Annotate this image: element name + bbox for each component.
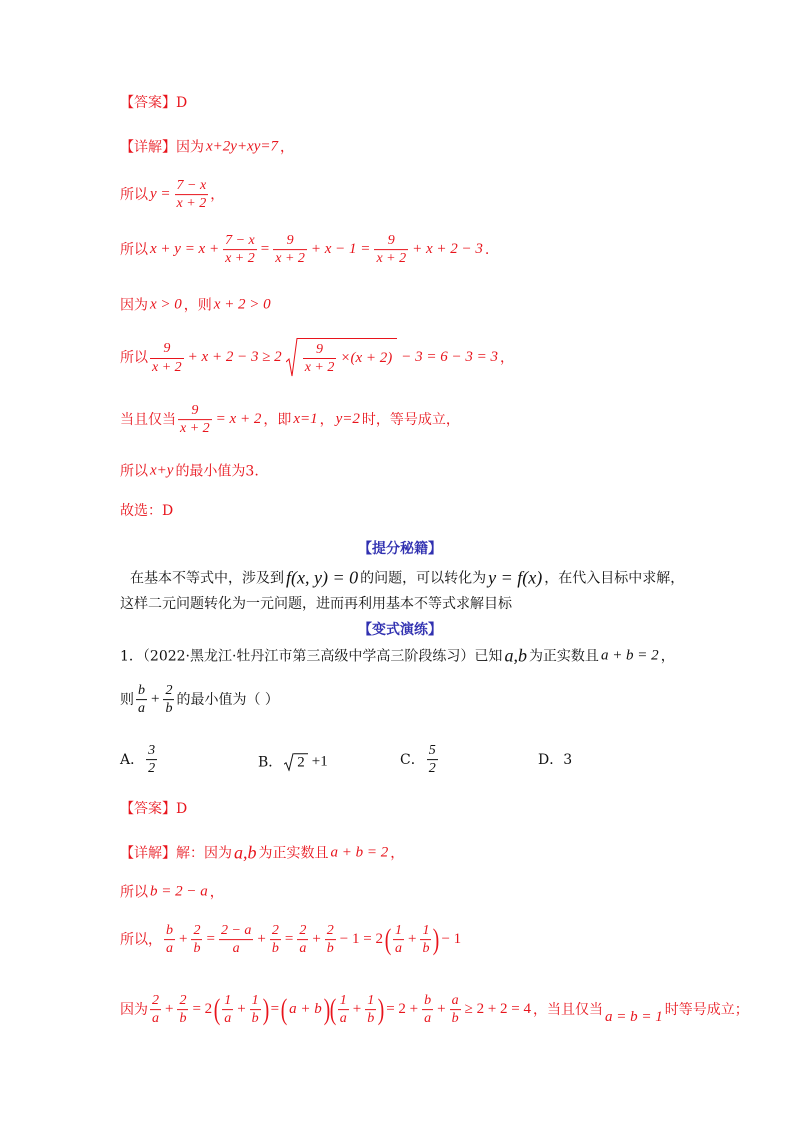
denominator: a xyxy=(394,941,402,957)
fraction-bar xyxy=(223,250,257,251)
fraction xyxy=(191,923,202,957)
denominator: a xyxy=(299,941,307,957)
text-segment: ，当且仅当 xyxy=(533,1001,604,1018)
operator: = 2 + xyxy=(386,1001,419,1018)
fraction-bar xyxy=(150,1010,161,1011)
practice-answer-line xyxy=(120,800,187,818)
numerator: 7 − x xyxy=(225,233,255,249)
fraction xyxy=(427,743,438,777)
option-label: D． xyxy=(538,751,564,768)
denominator: b xyxy=(165,701,173,717)
denominator: b xyxy=(179,1011,187,1027)
text-segment: 当且仅当 xyxy=(120,411,176,428)
practice-detail-line-3 xyxy=(120,923,463,957)
denominator: 2 xyxy=(428,761,436,777)
left-parenthesis: ( xyxy=(384,923,392,956)
left-parenthesis: ( xyxy=(280,993,288,1026)
fraction xyxy=(219,923,253,957)
numerator: 9 xyxy=(163,341,171,357)
math-segment: +1 xyxy=(311,753,328,770)
text-segment: 在基本不等式中，涉及到 xyxy=(130,569,284,586)
text-segment: 因为 xyxy=(120,1001,148,1018)
math-segment: a + b xyxy=(289,1001,322,1018)
radicand: 2 xyxy=(294,753,308,771)
fraction xyxy=(422,993,433,1027)
operator: + xyxy=(437,1001,446,1018)
numerator: 1 xyxy=(367,993,375,1009)
fraction xyxy=(303,342,337,376)
text-segment: 解：因为 xyxy=(176,844,232,861)
choice-text: 故选：D xyxy=(120,502,174,519)
text-segment: 的问题，可以转化为 xyxy=(360,569,487,586)
denominator: a xyxy=(166,941,173,957)
practice-detail-line-1 xyxy=(120,841,404,864)
numerator: 5 xyxy=(428,743,436,759)
detail-tag: 【详解】 xyxy=(120,138,176,155)
fraction xyxy=(146,743,157,777)
right-parenthesis: ) xyxy=(377,993,385,1026)
numerator: 1 xyxy=(394,923,402,939)
denominator: x + 2 xyxy=(275,251,305,267)
fraction-bar xyxy=(303,358,337,359)
numerator: 2 xyxy=(152,993,159,1009)
left-parenthesis: ( xyxy=(329,993,336,1026)
numerator: 2 xyxy=(271,923,279,939)
numerator: 2 xyxy=(326,923,334,939)
fraction xyxy=(270,923,281,957)
denominator: b xyxy=(367,1011,375,1027)
math-segment: y = f(x) xyxy=(488,567,543,588)
math-segment: y=2 xyxy=(335,411,360,428)
operator: = 2 xyxy=(192,1001,213,1018)
operator: ≥ 2 + 2 = 4 xyxy=(464,1001,532,1018)
fraction-bar xyxy=(427,760,438,761)
text-segment: 时，等号成立， xyxy=(361,411,460,428)
fraction-bar xyxy=(325,940,336,941)
denominator: a xyxy=(224,1011,232,1027)
text-segment: 所以 xyxy=(120,462,148,479)
right-parenthesis: ) xyxy=(323,993,330,1026)
math-segment: a,b xyxy=(504,645,527,666)
math-segment: ×(x + 2) xyxy=(340,349,393,366)
fraction xyxy=(223,233,257,267)
operator: + xyxy=(151,691,160,708)
answer-value: D xyxy=(176,94,188,111)
fraction xyxy=(150,993,161,1027)
math-segment: + x + 2 − 3 ≥ 2 xyxy=(187,349,282,366)
numerator: 9 xyxy=(286,233,294,249)
radical-sign xyxy=(284,753,294,771)
numerator: 2 xyxy=(165,683,173,699)
fraction-bar xyxy=(177,1010,188,1011)
text-segment: 时等号成立； xyxy=(664,1001,749,1018)
text-segment: 所以 xyxy=(120,883,148,900)
numerator: a xyxy=(451,993,459,1009)
punctuation: ， xyxy=(209,883,224,900)
fraction-bar xyxy=(146,760,157,761)
punctuation: ， xyxy=(500,349,515,366)
numerator: 2 xyxy=(193,923,201,939)
option-label: A． xyxy=(120,751,145,768)
numerator: 1 xyxy=(224,993,232,1009)
option-c xyxy=(400,743,440,777)
math-segment: a + b = 2 xyxy=(600,647,659,664)
fraction-bar xyxy=(164,940,175,941)
fraction xyxy=(175,178,209,212)
operator: = xyxy=(260,241,270,258)
tips-line-2 xyxy=(120,595,512,613)
numerator: 7 − x xyxy=(176,178,207,194)
denominator: x + 2 xyxy=(304,360,335,375)
fraction xyxy=(420,923,431,957)
operator: + xyxy=(237,1001,246,1018)
denominator: x + 2 xyxy=(376,251,407,267)
text-segment: 因为 xyxy=(176,138,204,155)
equation: x+2y+xy=7 xyxy=(206,138,278,155)
operator: − 1 xyxy=(441,931,462,948)
radical-sign xyxy=(286,338,298,378)
math-segment: a,b xyxy=(234,842,257,863)
fraction xyxy=(222,993,233,1027)
math-segment: b = 2 − a xyxy=(150,883,208,900)
numerator: 2 xyxy=(179,993,187,1009)
fraction-bar xyxy=(393,940,404,941)
fraction-bar xyxy=(191,940,202,941)
denominator: b xyxy=(193,941,201,957)
fraction xyxy=(325,923,336,957)
math-segment: x + 2 > 0 xyxy=(213,296,271,313)
fraction-bar xyxy=(175,195,209,196)
square-root xyxy=(286,338,398,378)
fraction-bar xyxy=(420,940,431,941)
tips-header xyxy=(0,540,800,558)
fraction-bar xyxy=(270,940,281,941)
detail-tag: 【详解】 xyxy=(120,844,176,861)
question-1-line-2 xyxy=(120,683,279,717)
punctuation: ， xyxy=(210,186,225,203)
answer-value: D xyxy=(176,800,188,817)
text-segment: ， xyxy=(319,411,334,428)
answer-tag: 【答案】 xyxy=(120,800,176,817)
math-segment: x + y = x + xyxy=(150,241,220,258)
numerator: b xyxy=(138,683,145,699)
math-segment: x+y xyxy=(150,462,174,479)
fraction-bar xyxy=(297,940,308,941)
option-value: 3 xyxy=(563,751,573,768)
numerator: 9 xyxy=(387,233,395,249)
fraction-bar xyxy=(136,700,147,701)
text-segment: 的最小值为（ ） xyxy=(176,691,279,708)
punctuation: ， xyxy=(390,844,405,861)
square-root xyxy=(284,753,308,771)
denominator: a xyxy=(232,941,240,957)
practice-detail-line-4 xyxy=(120,993,749,1027)
fraction xyxy=(297,923,308,957)
text-segment: 这样二元问题转化为一元问题，进而再利用基本不等式求解目标 xyxy=(120,595,512,612)
example-detail-line-1 xyxy=(120,137,294,157)
operator: = xyxy=(270,1001,280,1018)
math-segment: y = xyxy=(150,186,171,203)
math-segment: a + b = 2 xyxy=(330,844,389,861)
numerator: 1 xyxy=(422,923,430,939)
math-segment: = x + 2 xyxy=(215,411,262,428)
answer-tag: 【答案】 xyxy=(120,94,176,111)
tips-line-1 xyxy=(130,566,684,589)
radicand xyxy=(298,338,398,378)
text-segment: 的最小值为3. xyxy=(175,462,259,479)
fraction xyxy=(374,233,408,267)
math-segment: + x − 1 = xyxy=(310,241,371,258)
text-segment: 所以 xyxy=(120,349,148,366)
fraction-bar xyxy=(374,250,408,251)
option-label: C． xyxy=(400,751,425,768)
math-segment: − 3 = 6 − 3 = 3 xyxy=(401,349,499,366)
example-detail-line-6 xyxy=(120,403,460,437)
operator: = xyxy=(284,931,294,948)
option-b xyxy=(258,752,330,772)
operator: − 1 = 2 xyxy=(339,931,383,948)
denominator: x + 2 xyxy=(176,196,207,212)
text-segment: ，则 xyxy=(183,296,212,313)
practice-detail-line-2 xyxy=(120,882,224,902)
fraction-bar xyxy=(273,250,307,251)
math-segment: a = b = 1 xyxy=(605,1009,663,1026)
right-parenthesis: ) xyxy=(433,923,440,956)
numerator: 3 xyxy=(148,743,156,759)
numerator: 2 − a xyxy=(220,923,252,939)
punctuation: ， xyxy=(660,647,675,664)
fraction-bar xyxy=(163,700,174,701)
text-segment: 1．（2022·黑龙江·牡丹江市第三高级中学高三阶段练习）已知 xyxy=(120,647,503,664)
example-detail-line-7 xyxy=(120,461,259,481)
text-segment: 所以 xyxy=(120,186,148,203)
operator: + xyxy=(165,1001,174,1018)
fraction-bar xyxy=(150,358,184,359)
operator: + xyxy=(407,931,417,948)
fraction xyxy=(163,683,174,717)
numerator: 9 xyxy=(316,341,324,357)
text-segment: 所以 xyxy=(120,241,148,258)
denominator: a xyxy=(339,1011,347,1027)
denominator: b xyxy=(271,941,279,957)
math-segment: + x + 2 − 3 xyxy=(412,241,483,258)
denominator: x + 2 xyxy=(225,251,255,267)
denominator: b xyxy=(326,941,334,957)
math-segment: x > 0 xyxy=(150,296,182,313)
option-label: B． xyxy=(258,753,283,770)
text-segment: ，即 xyxy=(263,411,292,428)
text-segment: 则 xyxy=(120,691,134,708)
fraction xyxy=(338,993,349,1027)
fraction-bar xyxy=(450,1010,461,1011)
operator: + xyxy=(312,931,321,948)
left-parenthesis: ( xyxy=(213,993,221,1026)
denominator: x + 2 xyxy=(180,421,210,437)
punctuation: ， xyxy=(280,138,294,155)
numerator: b xyxy=(166,923,173,939)
example-answer-line xyxy=(120,94,187,112)
operator: + xyxy=(257,931,266,948)
fraction xyxy=(365,993,376,1027)
numerator: 1 xyxy=(339,993,347,1009)
fraction-bar xyxy=(422,1010,433,1011)
fraction xyxy=(136,683,147,717)
text-segment: 所以， xyxy=(120,931,162,948)
denominator: a xyxy=(152,1011,159,1027)
fraction xyxy=(164,923,175,957)
operator: = xyxy=(206,931,215,948)
example-detail-line-3 xyxy=(120,233,489,267)
fraction-bar xyxy=(338,1010,349,1011)
fraction xyxy=(177,993,188,1027)
operator: + xyxy=(352,1001,362,1018)
text-segment: ，在代入目标中求解， xyxy=(544,569,685,586)
denominator: a xyxy=(424,1011,432,1027)
question-1-line-1 xyxy=(120,644,675,667)
denominator: b xyxy=(451,1011,459,1027)
practice-title: 【变式演练】 xyxy=(358,621,442,638)
fraction xyxy=(150,341,184,375)
fraction xyxy=(393,923,404,957)
option-a xyxy=(120,743,159,777)
text-segment: 为正实数且 xyxy=(528,647,599,664)
example-detail-line-4 xyxy=(120,295,273,315)
example-detail-line-5 xyxy=(120,338,514,378)
denominator: x + 2 xyxy=(152,359,182,375)
denominator: b xyxy=(251,1011,259,1027)
math-segment: x=1 xyxy=(293,411,318,428)
fraction xyxy=(450,993,461,1027)
fraction-bar xyxy=(365,1010,376,1011)
option-d xyxy=(538,751,572,769)
fraction-bar xyxy=(250,1010,261,1011)
numerator: 9 xyxy=(191,403,199,419)
example-choice-line xyxy=(120,502,173,520)
denominator: a xyxy=(138,701,145,717)
fraction-bar xyxy=(178,420,212,421)
text-segment: 因为 xyxy=(120,296,148,313)
punctuation: . xyxy=(484,241,490,258)
example-detail-line-2 xyxy=(120,178,224,212)
fraction xyxy=(250,993,261,1027)
text-segment: 为正实数且 xyxy=(258,844,329,861)
denominator: b xyxy=(422,941,430,957)
practice-header xyxy=(0,621,800,639)
numerator: b xyxy=(424,993,432,1009)
operator: + xyxy=(179,931,188,948)
numerator: 2 xyxy=(299,923,307,939)
fraction xyxy=(178,403,212,437)
fraction-bar xyxy=(219,940,253,941)
fraction xyxy=(273,233,307,267)
math-segment: f(x, y) = 0 xyxy=(286,567,359,588)
numerator: 1 xyxy=(251,993,259,1009)
tips-title: 【提分秘籍】 xyxy=(358,540,442,557)
fraction-bar xyxy=(222,1010,233,1011)
right-parenthesis: ) xyxy=(262,993,269,1026)
denominator: 2 xyxy=(148,761,156,777)
